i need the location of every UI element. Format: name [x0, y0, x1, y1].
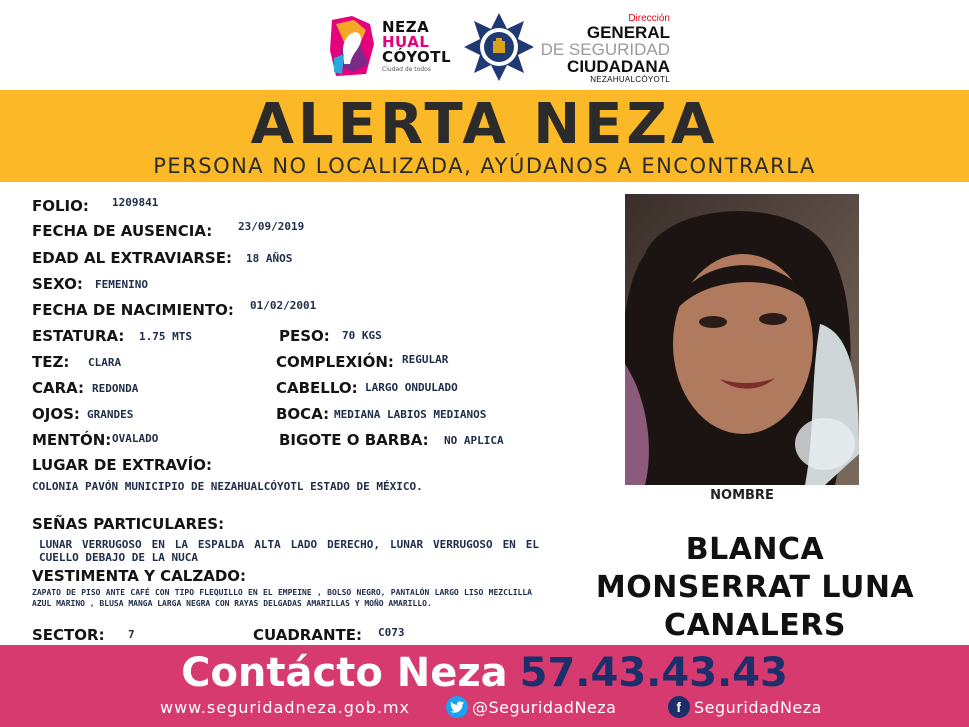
- complexion-value: REGULAR: [402, 353, 449, 366]
- ojos-label: OJOS:: [32, 405, 80, 423]
- tez-label: TEZ:: [32, 353, 70, 371]
- folio-value: 1209841: [112, 196, 159, 209]
- peso-label: PESO:: [279, 327, 330, 345]
- banner-title: ALERTA NEZA: [250, 92, 719, 157]
- ojos-value: GRANDES: [87, 408, 134, 421]
- twitter-link[interactable]: [446, 696, 616, 718]
- nombre-label: NOMBRE: [710, 488, 774, 503]
- contact-line: [0, 647, 969, 699]
- cara-label: CARA:: [32, 379, 85, 397]
- person-name-line-3: CANALERS: [664, 608, 846, 643]
- police-star-badge-icon: [462, 11, 536, 83]
- vestimenta-label: VESTIMENTA Y CALZADO:: [32, 567, 247, 585]
- bigote-barba-label: BIGOTE O BARBA:: [279, 431, 429, 449]
- contact-label: Contácto Neza: [181, 650, 508, 696]
- cuadrante-value: C073: [378, 626, 405, 639]
- peso-value: 70 KGS: [342, 329, 382, 342]
- neza-logo-tagline: Ciudad de todos: [382, 66, 431, 73]
- folio-label: FOLIO:: [32, 197, 89, 215]
- cara-value: REDONDA: [92, 382, 139, 395]
- person-portrait-image: [625, 194, 859, 485]
- facebook-link[interactable]: [668, 696, 822, 718]
- menton-label: MENTÓN:: [32, 431, 112, 449]
- estatura-label: ESTATURA:: [32, 327, 125, 345]
- banner-subtitle: PERSONA NO LOCALIZADA, AYÚDANOS A ENCONTRARLA: [153, 154, 816, 178]
- lugar-extravio-label: LUGAR DE EXTRAVÍO:: [32, 456, 212, 474]
- bigote-barba-value: NO APLICA: [444, 434, 504, 447]
- senas-particulares-label: SEÑAS PARTICULARES:: [32, 515, 225, 533]
- sector-value: 7: [128, 628, 135, 641]
- cabello-label: CABELLO:: [276, 379, 358, 397]
- direccion-seguridad-logo: Dirección GENERAL DE SEGURIDAD CIUDADANA NEZAHUALCÓYOTL: [540, 13, 670, 84]
- sector-label: SECTOR:: [32, 626, 105, 644]
- neza-municipality-logo: [330, 14, 460, 82]
- person-name-line-1: BLANCA: [685, 532, 825, 567]
- person-name: [560, 531, 950, 645]
- cuadrante-label: CUADRANTE:: [253, 626, 362, 644]
- senas-particulares-value: LUNAR VERRUGOSO EN LA ESPALDA ALTA LADO DERECHO, LUNAR VERRUGOSO EN EL CUELLO DEBAJO DE LA NUCA: [39, 538, 539, 564]
- facebook-handle: SeguridadNeza: [694, 697, 822, 717]
- lugar-extravio-value: COLONIA PAVÓN MUNICIPIO DE NEZAHUALCÓYOTL ESTADO DE MÉXICO.: [32, 480, 423, 493]
- tez-value: CLARA: [88, 356, 122, 369]
- person-name-line-2: MONSERRAT LUNA: [595, 570, 915, 605]
- complexion-label: COMPLEXIÓN:: [276, 353, 394, 371]
- website-link[interactable]: www.seguridadneza.gob.mx: [160, 698, 411, 717]
- boca-label: BOCA:: [276, 405, 330, 423]
- missing-person-photo: [625, 194, 859, 485]
- estatura-value: 1.75 MTS: [139, 330, 192, 343]
- neza-wordmark: NEZA HUAL CÓYOTL: [382, 18, 452, 66]
- twitter-bird-icon: [446, 696, 468, 718]
- facebook-icon: f: [668, 696, 690, 718]
- vestimenta-value: ZAPATO DE PISO ANTE CAFÉ CON TIPO FLEQUILLO EN EL EMPEINE , BOLSO NEGRO, PANTALÓN LARGO LISO MEZCLILLA AZUL MARINO , BLUSA MANGA LARGA NEGRA CON RAYAS DELGADAS AMARILLAS Y MOÑO AMARILLO.: [32, 588, 532, 608]
- contact-phone[interactable]: 57.43.43.43: [519, 650, 788, 696]
- police-badge-logo: [462, 11, 536, 83]
- fecha-nacimiento-label: FECHA DE NACIMIENTO:: [32, 301, 234, 319]
- neza-coyote-logo-icon: [330, 14, 376, 80]
- fecha-ausencia-label: FECHA DE AUSENCIA:: [32, 222, 213, 240]
- alert-banner: [0, 90, 969, 182]
- menton-value: OVALADO: [112, 432, 159, 445]
- fecha-ausencia-value: 23/09/2019: [238, 220, 305, 233]
- sexo-label: SEXO:: [32, 275, 83, 293]
- twitter-handle: @SeguridadNeza: [472, 697, 617, 717]
- edad-value: 18 AÑOS: [246, 252, 293, 265]
- boca-value: MEDIANA LABIOS MEDIANOS: [334, 408, 487, 421]
- edad-label: EDAD AL EXTRAVIARSE:: [32, 249, 232, 267]
- cabello-value: LARGO ONDULADO: [365, 381, 458, 394]
- fecha-nacimiento-value: 01/02/2001: [250, 299, 317, 312]
- sexo-value: FEMENINO: [95, 278, 148, 291]
- contact-footer: [0, 645, 969, 727]
